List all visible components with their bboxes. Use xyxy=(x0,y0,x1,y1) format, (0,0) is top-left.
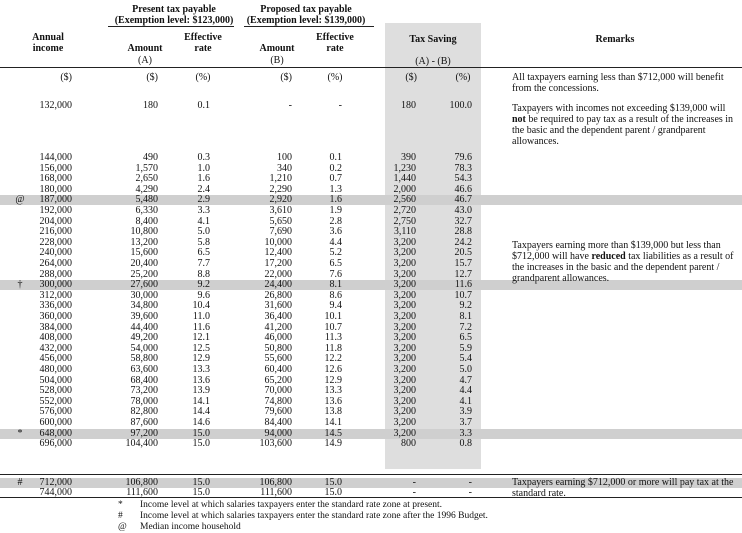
cell-income: 712,000 xyxy=(39,477,72,488)
cell-proposed-rate: 14.1 xyxy=(324,417,342,428)
header-annual-income: Annual income xyxy=(32,32,64,54)
cell-saving-pct: 9.2 xyxy=(459,300,472,312)
cell-proposed-amount: 7,690 xyxy=(269,226,292,238)
cell-saving-amount: - xyxy=(412,487,416,498)
cell-income: 288,000 xyxy=(39,268,72,280)
remark-not-pay-bold: not xyxy=(512,114,526,125)
cell-present-amount: 1,570 xyxy=(135,162,158,174)
cell-proposed-rate: 15.0 xyxy=(324,477,342,488)
cell-saving-amount: 3,110 xyxy=(393,226,416,238)
cell-saving-amount: 3,200 xyxy=(393,342,416,354)
cell-saving-pct: 4.4 xyxy=(459,385,472,397)
cell-saving-amount: 3,200 xyxy=(393,406,416,418)
cell-proposed-amount: 74,800 xyxy=(264,395,292,407)
unit-present-amount: ($) xyxy=(146,72,158,83)
cell-present-amount: 68,400 xyxy=(130,374,158,386)
cell-present-amount: 111,600 xyxy=(126,487,158,498)
remark-reduced-post: tax liabilities as a result of the increases in the basic and the dependent parent / grandparent allowances. xyxy=(512,251,734,284)
cell-proposed-rate: 14.9 xyxy=(324,438,342,450)
cell-proposed-rate: 13.6 xyxy=(324,395,342,407)
cell-saving-pct: 3.9 xyxy=(459,406,472,418)
cell-proposed-rate: 0.7 xyxy=(329,173,342,185)
cell-present-rate: 2.9 xyxy=(197,194,210,206)
cell-present-rate: 7.7 xyxy=(197,258,210,269)
cell-present-amount: 5,480 xyxy=(135,194,158,206)
cell-income: 576,000 xyxy=(39,406,72,418)
cell-present-rate: 14.4 xyxy=(192,406,210,418)
cell-proposed-rate: 1.6 xyxy=(329,194,342,206)
row-marker: # xyxy=(17,477,23,488)
cell-proposed-amount: 103,600 xyxy=(259,438,292,450)
cell-proposed-rate: 7.6 xyxy=(329,268,342,280)
cell-present-amount: 78,000 xyxy=(130,395,158,407)
header-col-a: (A) xyxy=(138,55,152,66)
cell-saving-amount: - xyxy=(412,477,416,488)
cell-saving-amount: 3,200 xyxy=(393,247,416,259)
remark-standard-rate xyxy=(512,477,740,499)
cell-saving-pct: 7.2 xyxy=(459,321,472,333)
unit-proposed-rate: (%) xyxy=(327,72,343,83)
header-proposed-title: Proposed tax payable xyxy=(260,4,352,15)
cell-present-amount: 8,400 xyxy=(135,215,158,227)
cell-present-rate: 11.6 xyxy=(192,321,210,333)
cell-saving-pct: 54.3 xyxy=(454,173,472,185)
remark-concessions xyxy=(512,72,740,94)
header-remarks: Remarks xyxy=(595,34,635,45)
cell-present-rate: 10.4 xyxy=(192,300,210,312)
cell-saving-pct: 4.7 xyxy=(459,374,472,386)
cell-present-rate: 5.0 xyxy=(197,226,210,238)
cell-present-rate: 11.0 xyxy=(192,311,210,322)
cell-present-amount: 15,600 xyxy=(130,247,158,259)
cell-saving-amount: 3,200 xyxy=(393,258,416,269)
cell-present-rate: 9.6 xyxy=(197,289,210,301)
cell-proposed-rate: 12.9 xyxy=(324,374,342,386)
remark-reduced-bold: reduced xyxy=(591,251,626,262)
remark-reduced xyxy=(512,240,740,284)
cell-proposed-rate: 11.8 xyxy=(324,342,342,354)
row-marker: @ xyxy=(15,194,25,206)
cell-proposed-amount: 1,210 xyxy=(269,173,292,185)
cell-saving-amount: 2,720 xyxy=(393,205,416,216)
cell-proposed-amount: 94,000 xyxy=(264,427,292,439)
cell-present-rate: 5.8 xyxy=(197,236,210,248)
header-tax-saving: Tax Saving xyxy=(409,34,457,45)
cell-present-amount: 27,600 xyxy=(130,279,158,291)
cell-present-amount: 2,650 xyxy=(135,173,158,185)
cell-present-rate: 12.5 xyxy=(192,342,210,354)
cell-saving-amount: 2,750 xyxy=(393,215,416,227)
cell-proposed-amount: 70,000 xyxy=(264,385,292,397)
cell-proposed-amount: 84,400 xyxy=(264,417,292,428)
cell-saving-amount: 3,200 xyxy=(393,321,416,333)
header-col-b: (B) xyxy=(270,55,284,66)
header-present-exemption: (Exemption level: $123,000) xyxy=(114,15,234,26)
cell-proposed-amount: 65,200 xyxy=(264,374,292,386)
cell-proposed-rate: 13.3 xyxy=(324,385,342,397)
cell-saving-pct: 3.3 xyxy=(459,427,472,439)
cell-saving-pct: 8.1 xyxy=(459,311,472,322)
cell-income: 240,000 xyxy=(39,247,72,259)
rule-standard-rate-section xyxy=(0,474,742,475)
cell-saving-pct: - xyxy=(468,487,472,498)
rule-present-group xyxy=(108,26,234,27)
header-proposed-group xyxy=(240,4,372,26)
cell-proposed-amount: 340 xyxy=(277,162,292,174)
cell-saving-pct: 20.5 xyxy=(454,247,472,259)
cell-proposed-amount: 79,600 xyxy=(264,406,292,418)
cell-saving-pct: 12.7 xyxy=(454,268,472,280)
remark-not-pay xyxy=(512,103,740,147)
cell-income: 187,000 xyxy=(39,194,72,206)
cell-proposed-amount: - xyxy=(288,100,292,111)
cell-present-amount: 34,800 xyxy=(130,300,158,312)
cell-saving-amount: 3,200 xyxy=(393,236,416,248)
footnote-sym: # xyxy=(118,511,123,521)
cell-income: 228,000 xyxy=(39,236,72,248)
rule-proposed-group xyxy=(244,26,374,27)
cell-income: 648,000 xyxy=(39,427,72,439)
cell-present-rate: 13.3 xyxy=(192,364,210,375)
cell-present-amount: 490 xyxy=(143,152,158,163)
header-proposed-exemption: (Exemption level: $139,000) xyxy=(246,15,366,26)
cell-income: 528,000 xyxy=(39,385,72,397)
cell-income: 600,000 xyxy=(39,417,72,428)
cell-saving-pct: 100.0 xyxy=(449,100,472,111)
cell-proposed-rate: 0.2 xyxy=(329,162,342,174)
header-rate-b: Effective rate xyxy=(316,32,354,54)
footnote-sym: @ xyxy=(118,522,127,532)
header-present-group xyxy=(108,4,240,26)
cell-proposed-rate: 15.0 xyxy=(324,487,342,498)
cell-proposed-amount: 2,920 xyxy=(269,194,292,206)
cell-saving-pct: 46.7 xyxy=(454,194,472,206)
remark-not-pay-post: be required to pay tax as a result of the increases in the basic and the dependent parent / grandparent allowances. xyxy=(512,114,734,147)
cell-saving-amount: 390 xyxy=(401,152,416,163)
cell-saving-amount: 3,200 xyxy=(393,311,416,322)
cell-proposed-amount: 100 xyxy=(277,152,292,163)
cell-proposed-rate: 10.1 xyxy=(324,311,342,322)
remark-reduced-pre: Taxpayers earning more than $139,000 but less than $712,000 will have xyxy=(512,240,721,262)
cell-proposed-rate: 13.8 xyxy=(324,406,342,418)
cell-proposed-rate: 3.6 xyxy=(329,226,342,238)
unit-saving-pct: (%) xyxy=(455,72,471,83)
cell-saving-pct: - xyxy=(468,477,472,488)
cell-proposed-rate: 4.4 xyxy=(329,236,342,248)
cell-income: 456,000 xyxy=(39,353,72,365)
footnote-text: Income level at which salaries taxpayers enter the standard rate zone at present. xyxy=(140,500,443,510)
cell-saving-pct: 15.7 xyxy=(454,258,472,269)
cell-present-amount: 180 xyxy=(143,100,158,111)
cell-present-amount: 97,200 xyxy=(130,427,158,439)
cell-present-amount: 58,800 xyxy=(130,353,158,365)
cell-present-amount: 54,000 xyxy=(130,342,158,354)
cell-income: 408,000 xyxy=(39,332,72,344)
cell-saving-pct: 4.1 xyxy=(459,395,472,407)
cell-present-amount: 25,200 xyxy=(130,268,158,280)
cell-saving-amount: 3,200 xyxy=(393,289,416,301)
cell-present-rate: 13.9 xyxy=(192,385,210,397)
cell-saving-pct: 46.6 xyxy=(454,183,472,195)
remark-concessions-text: All taxpayers earning less than $712,000 will benefit from the concessions. xyxy=(512,72,724,94)
cell-saving-pct: 24.2 xyxy=(454,236,472,248)
cell-income: 480,000 xyxy=(39,364,72,375)
cell-present-amount: 63,600 xyxy=(130,364,158,375)
cell-present-amount: 44,400 xyxy=(130,321,158,333)
cell-present-rate: 13.6 xyxy=(192,374,210,386)
cell-proposed-rate: - xyxy=(338,100,342,111)
cell-saving-amount: 1,440 xyxy=(393,173,416,185)
cell-saving-pct: 32.7 xyxy=(454,215,472,227)
cell-present-rate: 14.1 xyxy=(192,395,210,407)
cell-income: 180,000 xyxy=(39,183,72,195)
cell-saving-amount: 3,200 xyxy=(393,300,416,312)
cell-present-amount: 13,200 xyxy=(130,236,158,248)
cell-proposed-rate: 6.5 xyxy=(329,258,342,269)
cell-income: 432,000 xyxy=(39,342,72,354)
cell-saving-amount: 800 xyxy=(401,438,416,450)
cell-present-amount: 39,600 xyxy=(130,311,158,322)
cell-saving-amount: 3,200 xyxy=(393,395,416,407)
cell-saving-pct: 79.6 xyxy=(454,152,472,163)
cell-saving-amount: 3,200 xyxy=(393,268,416,280)
cell-proposed-amount: 50,800 xyxy=(264,342,292,354)
cell-proposed-amount: 22,000 xyxy=(264,268,292,280)
row-marker: † xyxy=(17,279,23,291)
cell-income: 204,000 xyxy=(39,215,72,227)
cell-present-amount: 104,400 xyxy=(125,438,158,450)
unit-present-rate: (%) xyxy=(195,72,211,83)
cell-present-rate: 0.3 xyxy=(197,152,210,163)
header-a-minus-b: (A) - (B) xyxy=(415,56,451,67)
cell-proposed-amount: 10,000 xyxy=(264,236,292,248)
cell-present-amount: 49,200 xyxy=(130,332,158,344)
cell-income: 168,000 xyxy=(39,173,72,185)
cell-present-rate: 1.6 xyxy=(197,173,210,185)
cell-income: 300,000 xyxy=(39,279,72,291)
cell-proposed-amount: 3,610 xyxy=(269,205,292,216)
cell-income: 384,000 xyxy=(39,321,72,333)
cell-present-rate: 8.8 xyxy=(197,268,210,280)
cell-present-rate: 9.2 xyxy=(197,279,210,291)
cell-proposed-amount: 41,200 xyxy=(264,321,292,333)
cell-proposed-rate: 1.9 xyxy=(329,205,342,216)
header-amount-a: Amount xyxy=(127,43,163,54)
cell-saving-amount: 2,560 xyxy=(393,194,416,206)
remark-standard-rate-text: Taxpayers earning $712,000 or more will pay tax at the standard rate. xyxy=(512,477,734,499)
cell-income: 312,000 xyxy=(39,289,72,301)
cell-proposed-rate: 5.2 xyxy=(329,247,342,259)
cell-saving-pct: 5.0 xyxy=(459,364,472,375)
cell-present-rate: 15.0 xyxy=(192,427,210,439)
unit-saving-amount: ($) xyxy=(405,72,417,83)
cell-present-rate: 12.1 xyxy=(192,332,210,344)
rule-header-bottom xyxy=(0,67,742,68)
cell-present-rate: 1.0 xyxy=(197,162,210,174)
cell-income: 696,000 xyxy=(39,438,72,450)
cell-saving-amount: 3,200 xyxy=(393,374,416,386)
cell-proposed-rate: 2.8 xyxy=(329,215,342,227)
cell-saving-amount: 3,200 xyxy=(393,417,416,428)
cell-proposed-amount: 60,400 xyxy=(264,364,292,375)
cell-income: 504,000 xyxy=(39,374,72,386)
cell-proposed-amount: 106,800 xyxy=(259,477,292,488)
cell-present-rate: 15.0 xyxy=(192,438,210,450)
cell-saving-amount: 3,200 xyxy=(393,332,416,344)
cell-income: 552,000 xyxy=(39,395,72,407)
cell-proposed-rate: 14.5 xyxy=(324,427,342,439)
cell-present-rate: 12.9 xyxy=(192,353,210,365)
cell-saving-pct: 43.0 xyxy=(454,205,472,216)
cell-saving-amount: 2,000 xyxy=(393,183,416,195)
cell-income: 132,000 xyxy=(39,100,72,111)
cell-proposed-amount: 36,400 xyxy=(264,311,292,322)
cell-saving-pct: 5.4 xyxy=(459,353,472,365)
cell-present-rate: 0.1 xyxy=(197,100,210,111)
cell-present-amount: 30,000 xyxy=(130,289,158,301)
cell-proposed-amount: 2,290 xyxy=(269,183,292,195)
cell-present-rate: 15.0 xyxy=(192,477,210,488)
unit-proposed-amount: ($) xyxy=(280,72,292,83)
cell-present-amount: 10,800 xyxy=(130,226,158,238)
cell-present-amount: 6,330 xyxy=(135,205,158,216)
cell-proposed-amount: 24,400 xyxy=(264,279,292,291)
cell-proposed-amount: 46,000 xyxy=(264,332,292,344)
cell-income: 264,000 xyxy=(39,258,72,269)
cell-present-rate: 14.6 xyxy=(192,417,210,428)
cell-proposed-rate: 8.1 xyxy=(329,279,342,291)
footnote-text: Median income household xyxy=(140,522,241,532)
header-present-title: Present tax payable xyxy=(132,4,216,15)
cell-saving-pct: 11.6 xyxy=(454,279,472,291)
cell-income: 192,000 xyxy=(39,205,72,216)
cell-proposed-rate: 1.3 xyxy=(329,183,342,195)
cell-proposed-rate: 12.6 xyxy=(324,364,342,375)
unit-income: ($) xyxy=(60,72,72,83)
cell-saving-amount: 3,200 xyxy=(393,427,416,439)
cell-proposed-rate: 9.4 xyxy=(329,300,342,312)
header-amount-b: Amount xyxy=(259,43,295,54)
cell-saving-pct: 6.5 xyxy=(459,332,472,344)
cell-saving-pct: 10.7 xyxy=(454,289,472,301)
cell-income: 360,000 xyxy=(39,311,72,322)
cell-saving-pct: 0.8 xyxy=(459,438,472,450)
cell-present-amount: 82,800 xyxy=(130,406,158,418)
cell-saving-amount: 3,200 xyxy=(393,385,416,397)
footnote-sym: * xyxy=(118,500,123,510)
cell-proposed-rate: 11.3 xyxy=(324,332,342,344)
cell-proposed-amount: 5,650 xyxy=(269,215,292,227)
cell-present-rate: 2.4 xyxy=(197,183,210,195)
cell-proposed-rate: 8.6 xyxy=(329,289,342,301)
cell-saving-amount: 3,200 xyxy=(393,353,416,365)
cell-present-amount: 87,600 xyxy=(130,417,158,428)
cell-proposed-amount: 31,600 xyxy=(264,300,292,312)
cell-proposed-amount: 111,600 xyxy=(260,487,292,498)
footnote-text: Income level at which salaries taxpayers enter the standard rate zone after the 1996 Budget. xyxy=(140,511,488,521)
cell-income: 156,000 xyxy=(39,162,72,174)
cell-income: 144,000 xyxy=(39,152,72,163)
cell-present-amount: 4,290 xyxy=(135,183,158,195)
cell-proposed-amount: 26,800 xyxy=(264,289,292,301)
cell-saving-pct: 5.9 xyxy=(459,342,472,354)
cell-income: 744,000 xyxy=(39,487,72,498)
header-rate-a: Effective rate xyxy=(184,32,222,54)
cell-saving-amount: 3,200 xyxy=(393,364,416,375)
cell-present-rate: 4.1 xyxy=(197,215,210,227)
cell-present-rate: 3.3 xyxy=(197,205,210,216)
cell-saving-amount: 1,230 xyxy=(393,162,416,174)
cell-proposed-amount: 12,400 xyxy=(264,247,292,259)
cell-income: 216,000 xyxy=(39,226,72,238)
cell-income: 336,000 xyxy=(39,300,72,312)
cell-present-rate: 15.0 xyxy=(192,487,210,498)
row-marker: * xyxy=(17,427,23,439)
cell-present-rate: 6.5 xyxy=(197,247,210,259)
cell-saving-pct: 78.3 xyxy=(454,162,472,174)
remark-not-pay-pre: Taxpayers with incomes not exceeding $139,000 will xyxy=(512,103,726,114)
cell-saving-pct: 3.7 xyxy=(459,417,472,428)
cell-saving-amount: 180 xyxy=(401,100,416,111)
cell-proposed-amount: 55,600 xyxy=(264,353,292,365)
cell-present-amount: 73,200 xyxy=(130,385,158,397)
cell-proposed-rate: 12.2 xyxy=(324,353,342,365)
cell-present-amount: 20,400 xyxy=(130,258,158,269)
cell-present-amount: 106,800 xyxy=(125,477,158,488)
cell-proposed-amount: 17,200 xyxy=(264,258,292,269)
cell-saving-pct: 28.8 xyxy=(454,226,472,238)
cell-proposed-rate: 10.7 xyxy=(324,321,342,333)
cell-proposed-rate: 0.1 xyxy=(329,152,342,163)
cell-saving-amount: 3,200 xyxy=(393,279,416,291)
